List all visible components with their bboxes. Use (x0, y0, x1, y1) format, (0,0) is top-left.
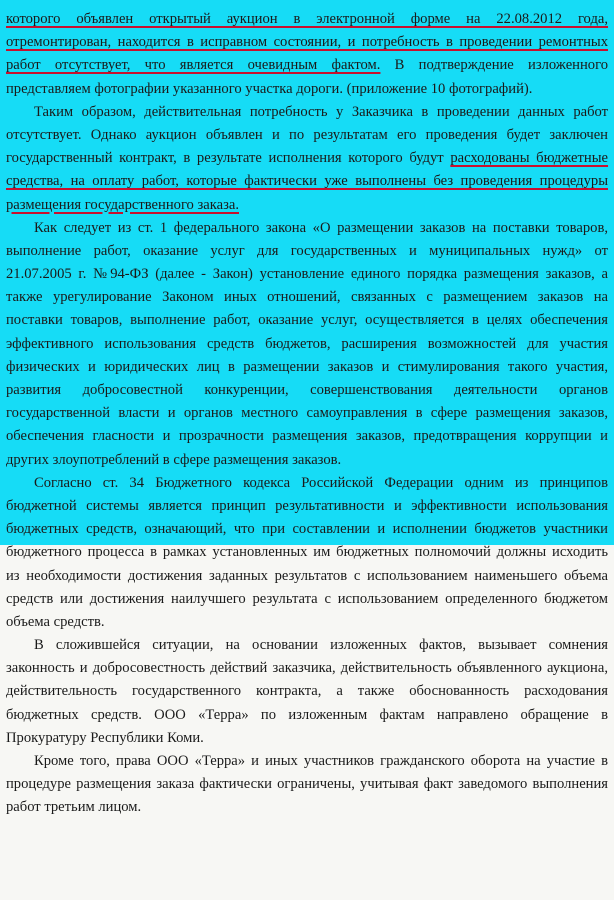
text-line (0, 634, 614, 657)
text-segment: Согласно ст. 34 Бюджетного кодекса Российской Федерации одним из принципов (34, 474, 608, 491)
text-line (0, 541, 614, 564)
text-segment: Как следует из ст. 1 федерального закона «О размещении заказов на поставки товаров, (34, 219, 608, 236)
text-line (0, 425, 614, 448)
text-line (0, 472, 614, 495)
text-line (0, 773, 614, 796)
text-segment: отсутствует. Однако аукцион объявлен и по результатам его проведения будет заключен (6, 126, 608, 143)
text-segment: Таким образом, действительная потребность у Заказчика в проведении данных работ (34, 103, 608, 120)
text-segment: также урегулирование Законом иных отношений, связанных с размещением заказов на (6, 289, 608, 306)
text-line (0, 495, 614, 518)
text-segment: эффективного использования средств бюджетов, расширения возможностей для участия (6, 335, 608, 352)
text-line (0, 78, 614, 101)
text-segment: В подтверждение изложенного (380, 57, 609, 74)
text-segment: государственной власти и органов местного самоуправления в сфере размещения заказов, (6, 405, 608, 422)
text-segment: процедуре размещения заказа фактически ограничены, учитывая факт заведомого выполнения (6, 776, 608, 793)
text-line (0, 124, 614, 147)
text-segment: развития добросовестной конкуренции, совершенствования деятельности органов (6, 382, 608, 398)
text-line (0, 356, 614, 379)
text-line (0, 588, 614, 611)
text-segment: Прокуратуру Республики Коми. (6, 729, 204, 746)
text-line (0, 796, 614, 819)
text-segment: представляем фотографии указанного участка дороги. (приложение 10 фотографий). (6, 80, 533, 97)
text-segment: государственный контракт, в результате исполнения которого будут (6, 150, 451, 167)
document-page (0, 8, 614, 820)
text-segment: поставки товаров, выполнение работ, оказание услуг, осуществляется в целях обеспечения (6, 312, 608, 329)
text-line (0, 565, 614, 588)
text-line (0, 147, 614, 170)
text-line (0, 54, 614, 77)
text-line (0, 657, 614, 680)
text-segment: бюджетной системы является принцип результативности и эффективности использования (6, 497, 608, 514)
text-line (0, 750, 614, 773)
underlined-text: расходованы бюджетные (450, 150, 609, 167)
text-segment: бюджетных средств. ООО «Терра» по изложенным фактам направлено обращение в (6, 706, 608, 723)
text-segment: Кроме того, права ООО «Терра» и иных участников гражданского оборота на участие в (34, 753, 608, 769)
underlined-text: отремонтирован, находится в исправном состоянии, и потребность в проведении ремонтных (6, 34, 608, 51)
text-line (0, 170, 614, 193)
text-segment: обеспечения гласности и прозрачности размещения заказов, предотвращения коррупции и (6, 428, 608, 445)
text-line (0, 194, 614, 217)
text-line (0, 704, 614, 727)
text-line (0, 8, 614, 31)
underlined-text: размещения государственного заказа. (6, 196, 239, 213)
text-line (0, 263, 614, 286)
text-line (0, 379, 614, 402)
text-line (0, 402, 614, 425)
text-segment: действительность государственного контракта, а также обоснованность расходования (6, 683, 608, 700)
text-line (0, 31, 614, 54)
text-segment: работ третьим лицом. (6, 799, 142, 816)
text-segment: из необходимости достижения заданных результатов с использованием наименьшего объема (6, 567, 608, 584)
text-line (0, 611, 614, 634)
underlined-text: работ отсутствует, что является очевидным фактом. (6, 57, 381, 74)
text-line (0, 101, 614, 124)
underlined-text: средства, на оплату работ, которые фактически уже выполнены без проведения процедуры (6, 173, 608, 190)
text-segment: бюджетного процесса в рамках установленных им бюджетных полномочий должны исходить (6, 544, 608, 561)
text-line (0, 240, 614, 263)
text-line (0, 286, 614, 309)
text-line (0, 727, 614, 750)
text-segment: объема средств. (6, 613, 105, 630)
text-line (0, 217, 614, 240)
text-segment: законность и добросовестность действий заказчика, действительность объявленного аукциона, (6, 660, 608, 677)
text-segment: бюджетных средств, означающий, что при составлении и исполнении бюджетов участники (6, 521, 608, 538)
text-line (0, 333, 614, 356)
text-line (0, 449, 614, 472)
text-segment: 21.07.2005 г. №94-ФЗ (далее - Закон) установление единого порядка размещения заказов, а (6, 266, 608, 283)
text-segment: выполнение работ, оказание услуг для государственных и муниципальных нужд» от (6, 242, 608, 259)
underlined-text: которого объявлен открытый аукцион в электронной форме на 22.08.2012 года, (6, 11, 608, 27)
text-segment: физических и юридических лиц в размещении заказов и стимулирования такого участия, (6, 358, 608, 375)
text-segment: средств или достижения наилучшего результата с использованием определенного бюджетом (6, 590, 608, 607)
text-segment: В сложившейся ситуации, на основании изложенных фактов, вызывает сомнения (34, 637, 608, 654)
text-line (0, 680, 614, 703)
text-line (0, 309, 614, 332)
text-line (0, 518, 614, 541)
text-segment: других злоупотреблений в сфере размещения заказов. (6, 451, 342, 468)
